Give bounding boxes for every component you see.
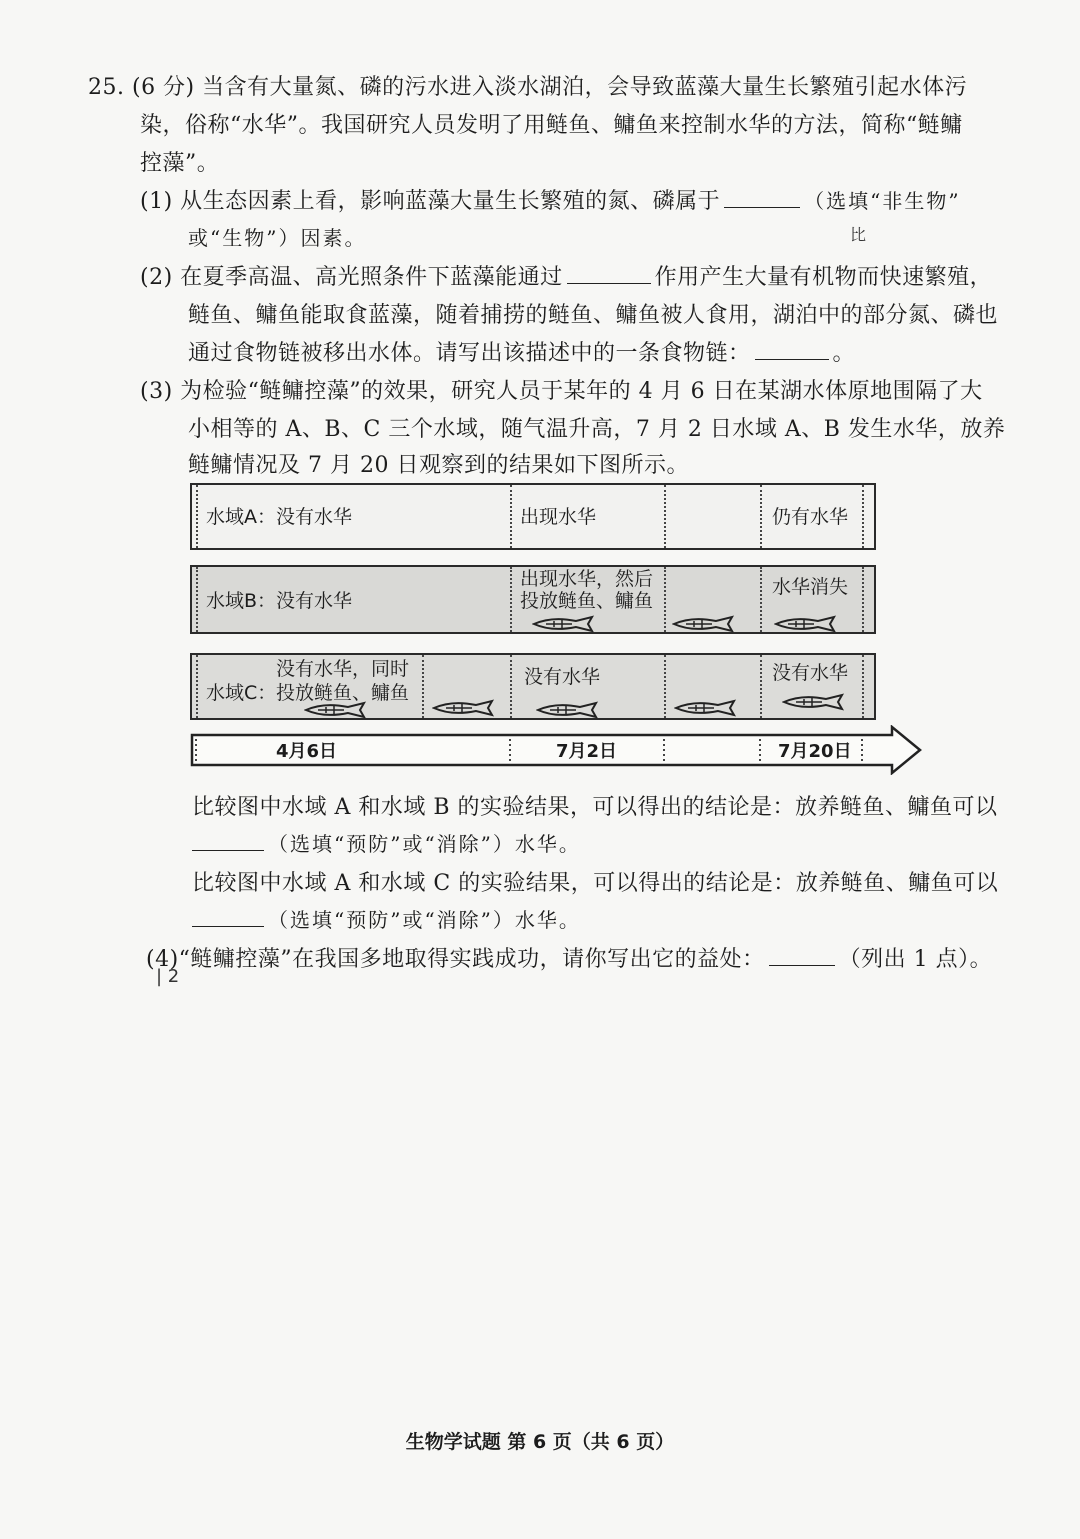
timeline-date-jul2: 7月2日 — [556, 741, 618, 762]
conclusion-1-hint: （选填“预防”或“消除”）水华。 — [268, 832, 581, 856]
fish-icon — [304, 701, 372, 719]
fish-icon — [532, 615, 600, 633]
water-area-b-jul2-line1: 出现水华，然后 — [520, 568, 654, 590]
part1-line-2: 或“生物”）因素。 — [188, 226, 367, 250]
part2-text-a: (2) 在夏季高温、高光照条件下蓝藻能通过 — [140, 265, 563, 290]
answer-blank-1[interactable] — [724, 187, 800, 208]
answer-blank-5[interactable] — [192, 906, 264, 927]
question-line-2: 染，俗称“水华”。我国研究人员发明了用鲢鱼、鳙鱼来控制水华的方法，简称“鲢鳙 — [140, 113, 963, 138]
conclusion-2-line-2 — [192, 904, 581, 933]
answer-blank-6[interactable] — [769, 945, 835, 966]
water-area-a-jul2: 出现水华 — [520, 506, 597, 528]
part1-hint: （选填“非生物” — [804, 189, 961, 213]
handwritten-mark: 比 — [850, 225, 867, 244]
fish-icon — [536, 701, 604, 719]
water-area-b-label: 水域B：没有水华 — [206, 590, 353, 612]
page-footer: 生物学试题 第 6 页（共 6 页） — [405, 1431, 675, 1453]
part2-text-d: 通过食物链被移出水体。请写出该描述中的一条食物链： — [188, 341, 751, 366]
part3-line-3: 鲢鳙情况及 7 月 20 日观察到的结果如下图所示。 — [188, 453, 689, 478]
water-area-c-label: 水域C： — [206, 682, 277, 704]
part3-line-1: (3) 为检验“鲢鳙控藻”的效果，研究人员于某年的 4 月 6 日在某湖水体原地围隔了大 — [140, 379, 983, 404]
question-line-1: 25. (6 分) 当含有大量氮、磷的污水进入淡水湖泊，会导致蓝藻大量生长繁殖引起水体污 — [88, 75, 968, 100]
conclusion-1-line-2 — [192, 828, 581, 857]
water-area-a-label: 水域A：没有水华 — [206, 506, 352, 528]
fish-icon — [432, 699, 500, 717]
fish-icon — [672, 615, 740, 633]
water-area-b-jul20: 水华消失 — [772, 576, 849, 598]
part2-line-2: 鲢鱼、鳙鱼能取食蓝藻，随着捕捞的鲢鱼、鳙鱼被人食用，湖泊中的部分氮、磷也 — [188, 303, 999, 328]
conclusion-2-hint: （选填“预防”或“消除”）水华。 — [268, 908, 581, 932]
water-area-c-jul2: 没有水华 — [524, 666, 601, 688]
timeline-date-jul20: 7月20日 — [778, 741, 852, 762]
part2-line-1 — [140, 260, 992, 291]
fish-icon — [782, 693, 850, 711]
water-area-b-band — [190, 565, 876, 634]
fish-icon — [674, 699, 742, 717]
part4-line — [146, 942, 992, 973]
answer-blank-4[interactable] — [192, 830, 264, 851]
conclusion-2-line-1: 比较图中水域 A 和水域 C 的实验结果，可以得出的结论是：放养鲢鱼、鳙鱼可以 — [192, 871, 999, 896]
answer-blank-3[interactable] — [755, 339, 829, 360]
part1-text: (1) 从生态因素上看，影响蓝藻大量生长繁殖的氮、磷属于 — [140, 189, 721, 214]
part4-text: (4)“鲢鳙控藻”在我国多地取得实践成功，请你写出它的益处： — [146, 947, 765, 972]
timeline-date-apr6: 4月6日 — [276, 741, 338, 762]
conclusion-1-line-1: 比较图中水域 A 和水域 B 的实验结果，可以得出的结论是：放养鲢鱼、鳙鱼可以 — [192, 795, 998, 820]
part2-line-3 — [188, 336, 855, 367]
water-area-a-jul20: 仍有水华 — [772, 506, 849, 528]
water-area-c-apr6-line1: 没有水华，同时 — [276, 658, 410, 680]
part3-line-2: 小相等的 A、B、C 三个水域，随气温升高，7 月 2 日水域 A、B 发生水华，放养 — [188, 417, 1006, 442]
answer-blank-2[interactable] — [567, 263, 651, 284]
timeline-arrow — [190, 725, 890, 773]
part2-text-e: 。 — [832, 341, 856, 366]
water-area-c-jul20: 没有水华 — [772, 662, 849, 684]
part4-hint: （列出 1 点）。 — [838, 947, 993, 972]
water-area-c-apr6-line2: 投放鲢鱼、鳙鱼 — [276, 682, 410, 704]
part2-text-b: 作用产生大量有机物而快速繁殖， — [654, 265, 993, 290]
water-area-b-jul2-line2: 投放鲢鱼、鳙鱼 — [520, 590, 654, 612]
part1-line-1 — [140, 184, 961, 215]
water-area-a-band — [190, 483, 876, 550]
water-area-c-band — [190, 653, 876, 720]
question-line-3: 控藻”。 — [140, 151, 220, 176]
handwritten-number: | 2 — [156, 966, 180, 987]
fish-icon — [774, 615, 842, 633]
